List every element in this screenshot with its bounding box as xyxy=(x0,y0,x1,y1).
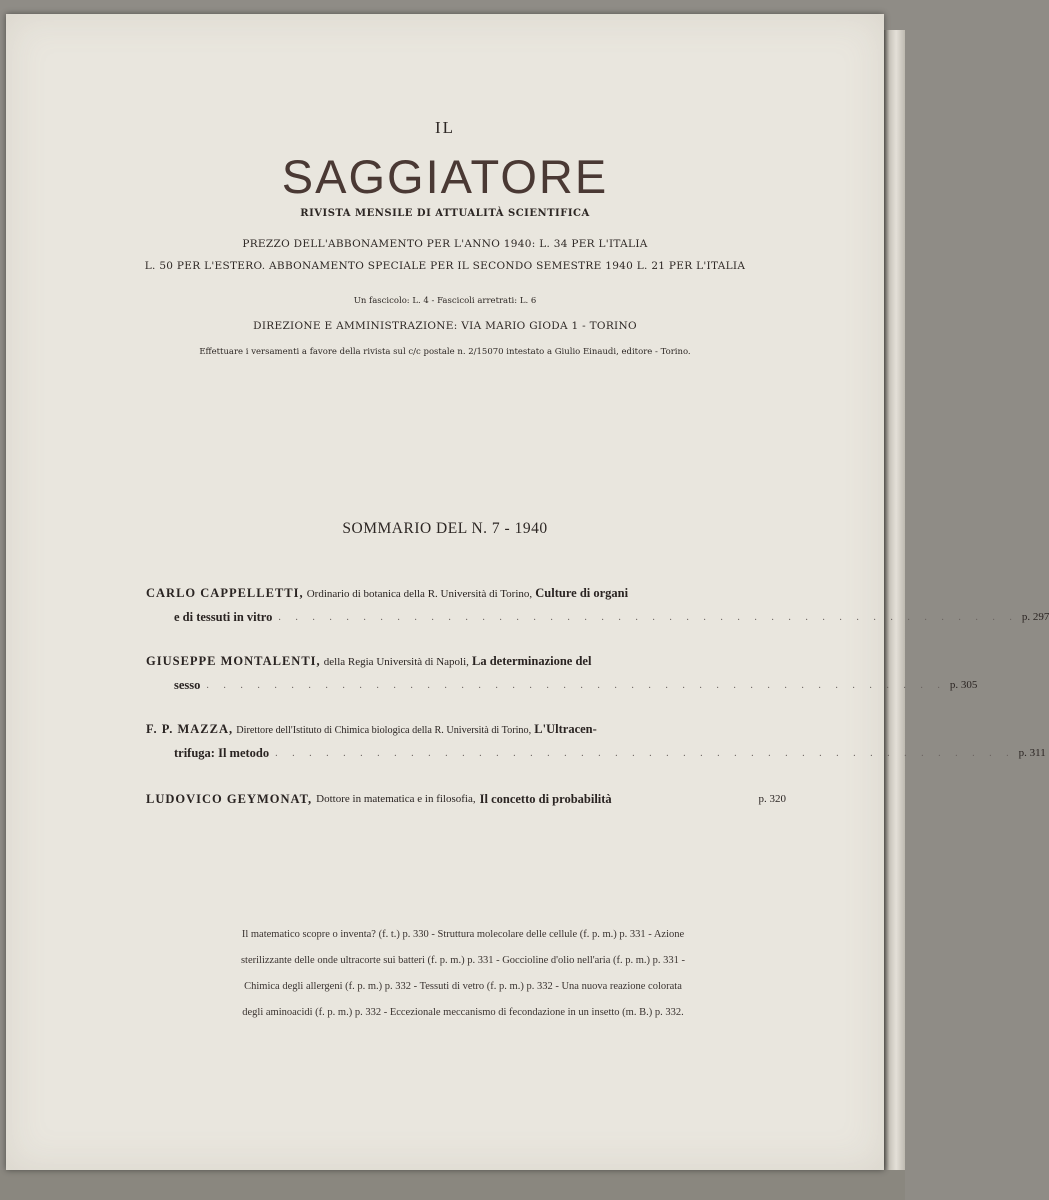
entry-page: p. 311 xyxy=(1018,747,1046,759)
table-surface xyxy=(0,1170,905,1200)
entry-page: p. 297 xyxy=(1021,611,1049,623)
price-line-1: PREZZO DELL'ABBONAMENTO PER L'ANNO 1940: L. 34 PER L'ITALIA xyxy=(242,238,648,250)
magazine-subtitle: RIVISTA MENSILE DI ATTUALITÀ SCIENTIFICA xyxy=(300,208,590,219)
dot-leader: . . . . . . . . . . . . . . . . . . . . . . . . . . . . . . . . . . . . . . . . . . . . xyxy=(278,612,1018,623)
sommario-entry xyxy=(146,582,1049,629)
entry-author: F. P. MAZZA, xyxy=(146,722,234,736)
dot-leader: . . . . . . . . . . . . . . . . . . . . . . . . . . . . . . . . . . . . . . . . . . . . xyxy=(206,680,946,691)
dot-leader: . . . . . . . . . . . . . . . . . . . . . . . . . . . . . . . . . . . . . . . . . . . . xyxy=(275,748,1015,759)
title-article: IL xyxy=(434,118,456,137)
price-line-2: L. 50 PER L'ESTERO. ABBONAMENTO SPECIALE PER IL SECONDO SEMESTRE 1940 L. 21 PER L'ITALIA xyxy=(144,260,746,272)
versamenti-info: Effettuare i versamenti a favore della rivista sul c/c postale n. 2/15070 intestato a Giulio Einaudi, editore - Torino. xyxy=(199,347,691,357)
entry-author: GIUSEPPE MONTALENTI, xyxy=(146,654,321,668)
sommario-heading: SOMMARIO DEL N. 7 - 1940 xyxy=(342,520,548,537)
magazine-page xyxy=(6,14,1049,1170)
entry-title-cont: trifuga: Il metodo xyxy=(174,746,270,760)
sommario-entry xyxy=(146,718,1046,765)
notes-line: Il matematico scopre o inventa? (f. t.) p. 330 - Struttura molecolare delle cellule (f. p. m.) p. 331 - Azione xyxy=(241,929,685,940)
entry-title: Culture di organi xyxy=(535,586,629,600)
entry-page: p. 320 xyxy=(758,793,786,805)
sommario-entry xyxy=(146,650,978,697)
entry-description: Ordinario di botanica della R. Università di Torino, xyxy=(306,588,533,600)
entry-description: Direttore dell'Istituto di Chimica biologica della R. Università di Torino, xyxy=(236,725,532,736)
direzione-address: DIREZIONE E AMMINISTRAZIONE: VIA MARIO GIODA 1 - TORINO xyxy=(253,320,637,332)
entry-title: Il concetto di probabilità xyxy=(479,792,612,806)
magazine-title: SAGGIATORE xyxy=(281,150,609,203)
entry-page: p. 305 xyxy=(949,679,978,691)
notes-line: Chimica degli allergeni (f. p. m.) p. 332 - Tessuti di vetro (f. p. m.) p. 332 - Una nuova reazione colorata xyxy=(244,981,682,992)
entry-title-cont: e di tessuti in vitro xyxy=(174,610,273,624)
notes-line: degli aminoacidi (f. p. m.) p. 332 - Eccezionale meccanismo di fecondazione in un insetto (m. B.) p. 332. xyxy=(242,1007,684,1018)
entry-title-cont: sesso xyxy=(174,678,201,692)
notes-line: sterilizzante delle onde ultracorte sui batteri (f. p. m.) p. 331 - Goccioline d'olio nell'aria (f. p. m.) p. 331 - xyxy=(240,955,686,966)
entry-description: della Regia Università di Napoli, xyxy=(323,656,469,668)
entry-title: La determinazione del xyxy=(472,654,592,668)
entry-author: LUDOVICO GEYMONAT, xyxy=(146,792,313,806)
entry-title: L'Ultracen- xyxy=(534,722,597,736)
entry-description: Dottore in matematica e in filosofia, xyxy=(316,793,476,805)
entry-author: CARLO CAPPELLETTI, xyxy=(146,586,304,600)
notes-block xyxy=(118,922,808,1026)
sommario-entry xyxy=(146,788,786,811)
fascicolo-price: Un fascicolo: L. 4 - Fascicoli arretrati: L. 6 xyxy=(353,296,537,306)
